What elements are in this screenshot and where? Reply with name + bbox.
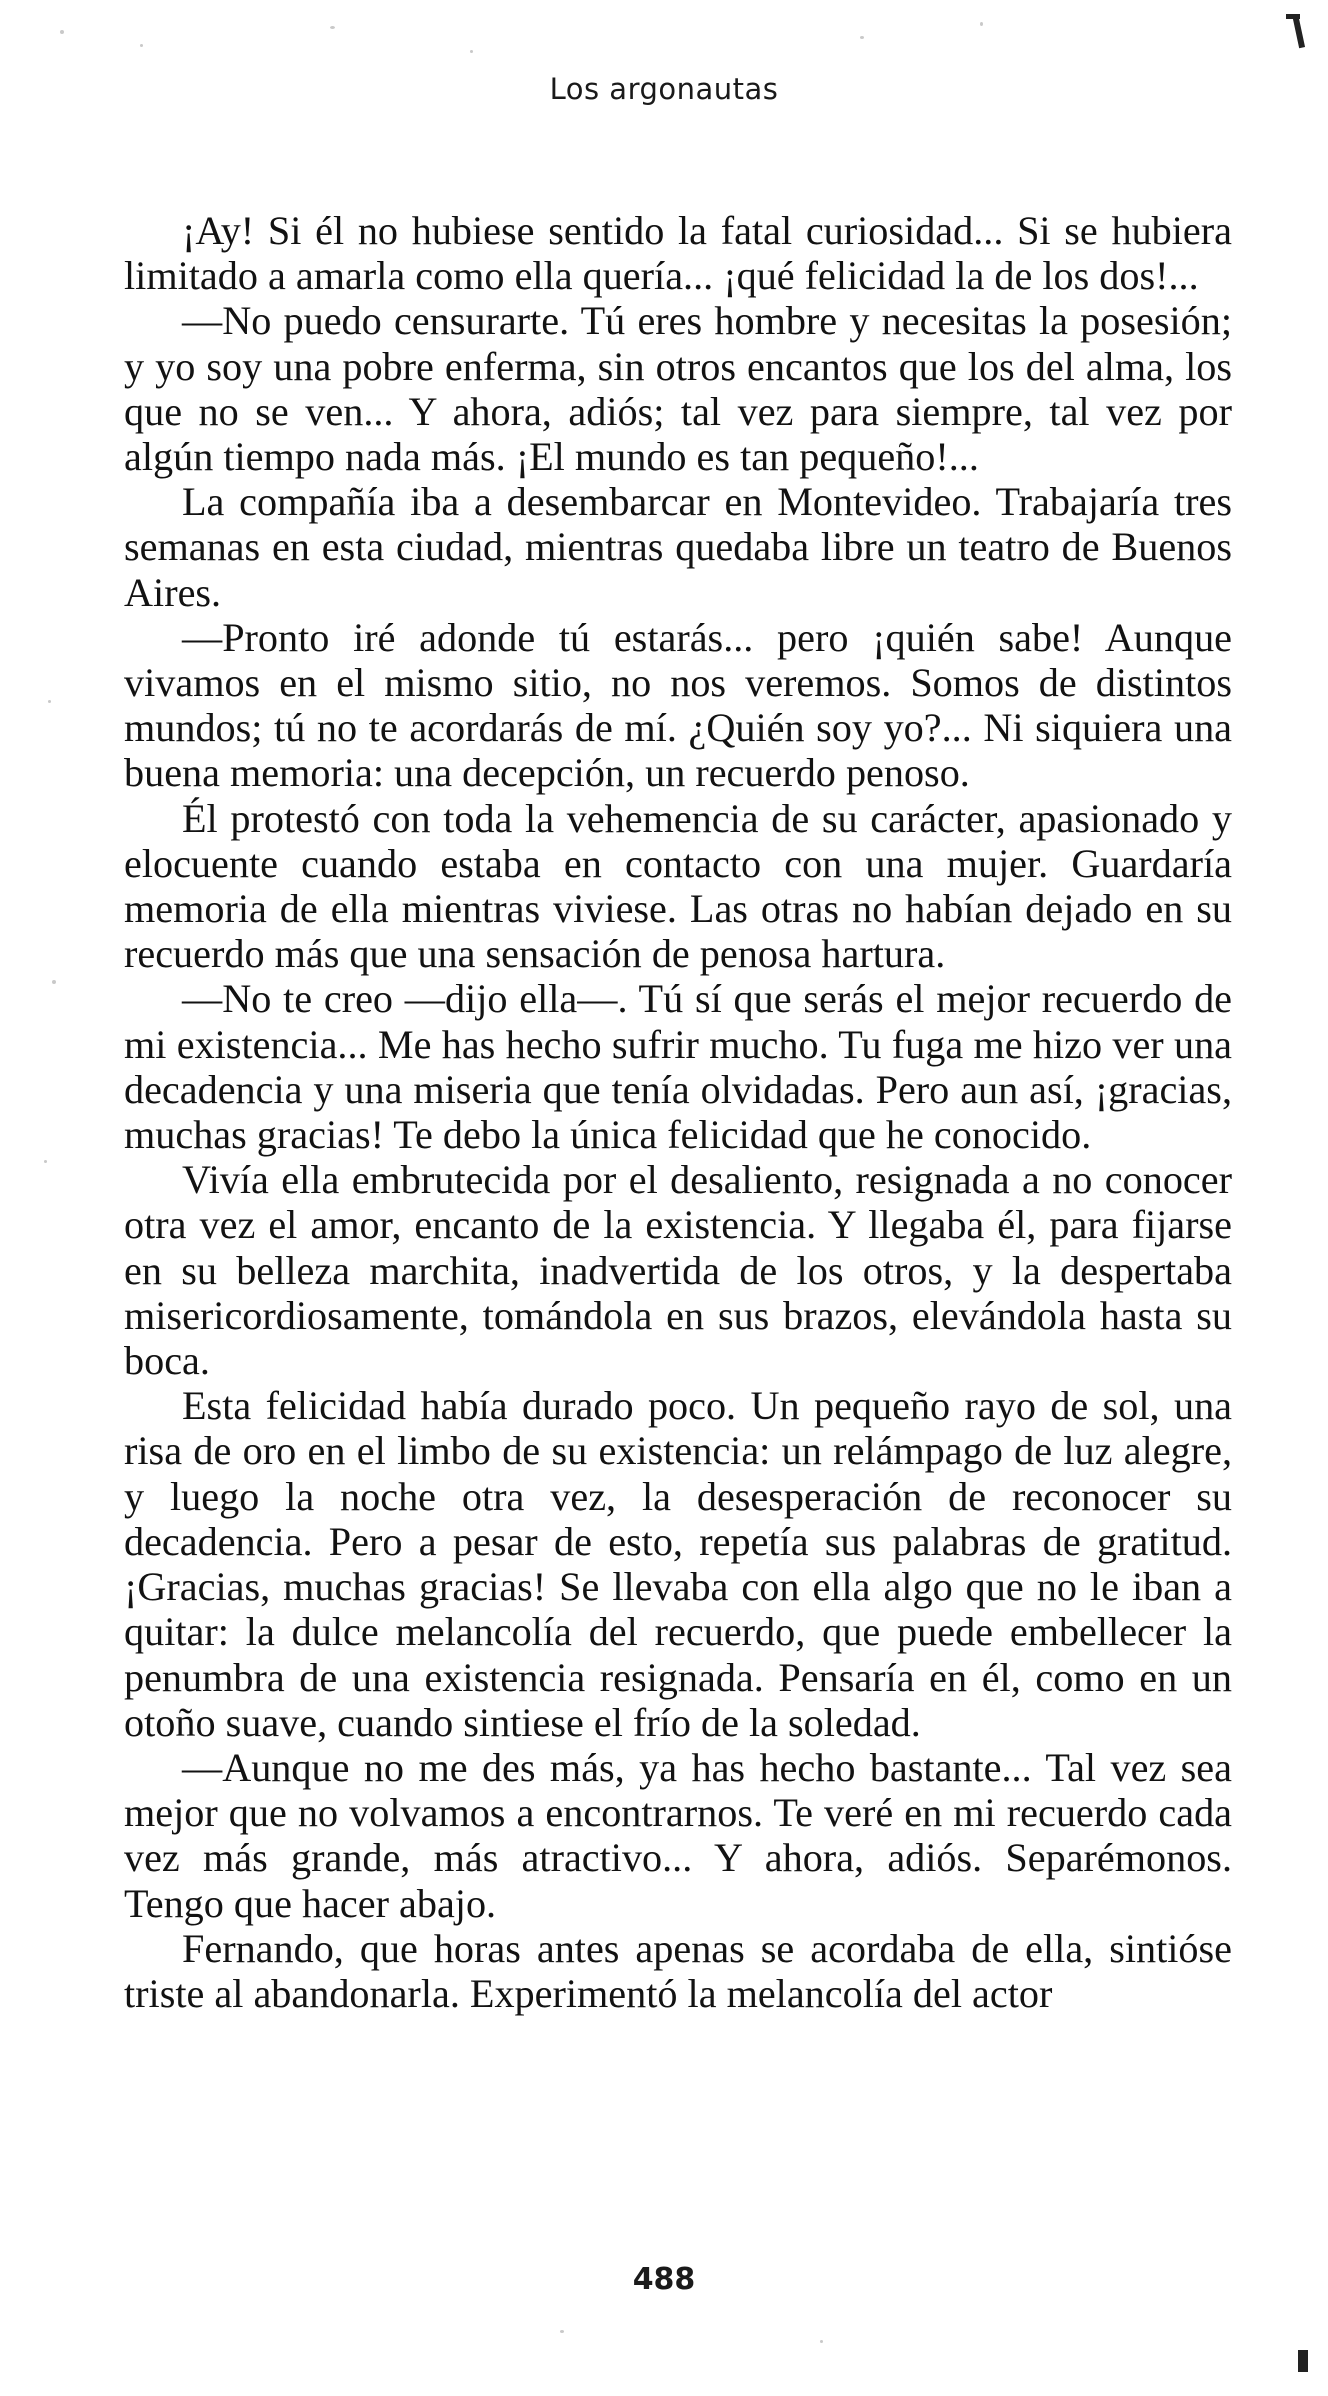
- paragraph: ¡Ay! Si él no hubiese sentido la fatal curiosidad... Si se hubiera limitado a amarla como ella quería... ¡qué felicidad la de los dos!...: [124, 208, 1232, 299]
- paragraph: La compañía iba a desembarcar en Montevideo. Trabajaría tres semanas en esta ciudad, mientras quedaba libre un teatro de Buenos Aires.: [124, 479, 1232, 615]
- scan-noise: [330, 26, 335, 29]
- body-text: [124, 208, 1232, 2016]
- scan-noise: [60, 30, 64, 34]
- page-number: 488: [632, 2262, 696, 2297]
- scan-speck: [1298, 2350, 1308, 2372]
- scan-noise: [140, 44, 143, 47]
- paragraph: —Pronto iré adonde tú estarás... pero ¡quién sabe! Aunque vivamos en el mismo sitio, no nos veremos. Somos de distintos mundos; tú no te acordarás de mí. ¿Quién soy yo?... Ni siquiera una buena memoria: una decepción, un recuerdo penoso.: [124, 614, 1232, 796]
- scan-noise: [860, 36, 864, 39]
- paragraph: Esta felicidad había durado poco. Un pequeño rayo de sol, una risa de oro en el limbo de su existencia: un relámpago de luz alegre, y luego la noche otra vez, la desesperación de reconocer su decadencia. Pero a pesar de esto, repetía sus palabras de gratitud. ¡Gracias, muchas gracias! Se llevaba con ella algo que no le iban a quitar: la dulce melancolía del recuerdo, que puede embellecer la penumbra de una existencia resignada. Pensaría en él, como en un otoño suave, cuando sintiese el frío de la soledad.: [124, 1383, 1232, 1745]
- paragraph: Fernando, que horas antes apenas se acordaba de ella, sintióse triste al abandonarla. Experimentó la melancolía del actor: [124, 1925, 1232, 2016]
- scan-noise: [44, 1160, 47, 1163]
- scan-noise: [820, 2340, 823, 2343]
- scan-speck: [1286, 14, 1300, 19]
- paragraph: Vivía ella embrutecida por el desaliento, resignada a no conocer otra vez el amor, encanto de la existencia. Y llegaba él, para fijarse en su belleza marchita, inadvertida de los otros, y la despertaba misericordiosamente, tomándola en sus brazos, elevándola hasta su boca.: [124, 1157, 1232, 1384]
- scan-noise: [48, 700, 51, 703]
- scan-noise: [560, 2330, 564, 2333]
- scan-noise: [52, 980, 56, 984]
- running-head: Los argonautas: [549, 72, 779, 106]
- paragraph: —No puedo censurarte. Tú eres hombre y necesitas la posesión; y yo soy una pobre enferma, sin otros encantos que los del alma, los que no se ven... Y ahora, adiós; tal vez para siempre, tal vez por algún tiempo nada más. ¡El mundo es tan pequeño!...: [124, 298, 1232, 480]
- paragraph: —Aunque no me des más, ya has hecho bastante... Tal vez sea mejor que no volvamos a encontrarnos. Te veré en mi recuerdo cada vez más grande, más atractivo... Y ahora, adiós. Separémonos. Tengo que hacer abajo.: [124, 1744, 1232, 1926]
- paragraph: —No te creo —dijo ella—. Tú sí que serás el mejor recuerdo de mi existencia... Me has hecho sufrir mucho. Tu fuga me hizo ver una decadencia y una miseria que tenía olvidadas. Pero aun así, ¡gracias, muchas gracias! Te debo la única felicidad que he conocido.: [124, 976, 1232, 1158]
- scan-noise: [980, 22, 983, 26]
- paragraph: Él protestó con toda la vehemencia de su carácter, apasionado y elocuente cuando estaba en contacto con una mujer. Guardaría memoria de ella mientras viviese. Las otras no habían dejado en su recuerdo más que una sensación de penosa hartura.: [124, 795, 1232, 977]
- scan-noise: [470, 50, 473, 53]
- scan-speck: [1293, 18, 1305, 49]
